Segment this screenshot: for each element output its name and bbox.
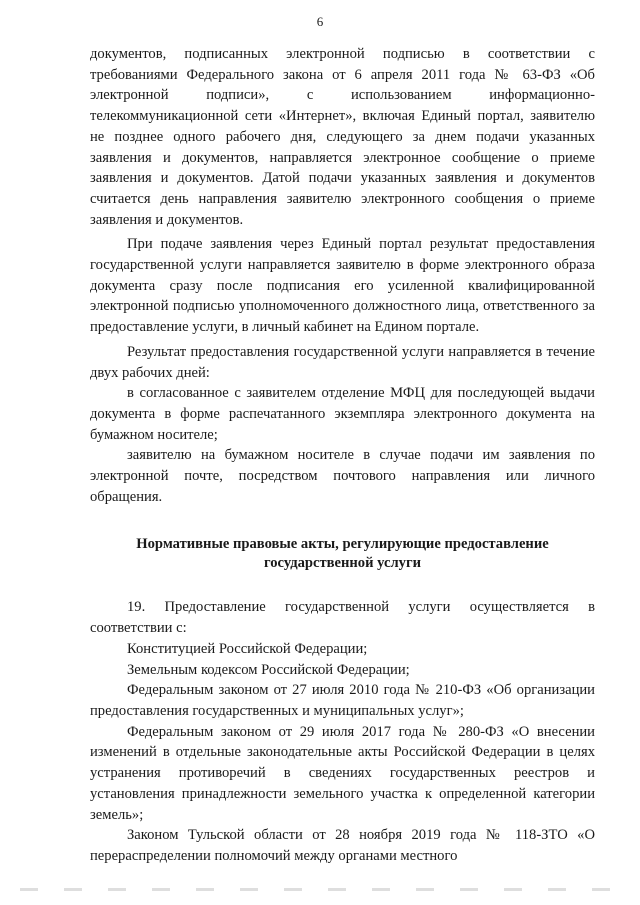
scan-artifact [20,888,620,891]
section-heading [90,535,595,573]
list-item-law-280: Федеральным законом от 29 июля 2017 года № 280-ФЗ «О внесении изменений в отдельные законодательные акты Российской Федерации в целях устранения противоречий в сведениях государственных реестров и установления принадлежности земельного участка к определенной категории земель»; [90,723,595,823]
paragraph-electronic-submission: документов, подписанных электронной подписью в соответствии с требованиями Федерального закона от 6 апреля 2011 года № 63-ФЗ «Об электронной подписи», с использованием информационно-телекоммуникационной сети «Интернет», включая Единый портал, заявителю не позднее одного рабочего дня, следующего за днем подачи указанных заявления и документов, направляется электронное сообщение о приеме заявления и документов. Датой подачи указанных заявления и документов считается день направления заявителю электронного сообщения о приеме заявления и документов. [90,46,595,228]
page-number: 6 [316,14,324,29]
list-item-law-210: Федеральным законом от 27 июля 2010 года № 210-ФЗ «Об организации предоставления государственных и муниципальных услуг»; [90,682,595,719]
document-body [90,44,595,867]
list-item-tula-law-118: Законом Тульской области от 28 ноября 2019 года № 118-ЗТО «О перераспределении полномочий между органами местного [90,827,595,864]
paragraph-mfc-delivery: в согласованное с заявителем отделение МФЦ для последующей выдачи документа в форме распечатанного экземпляра электронного документа на бумажном носителе; [90,385,595,443]
section-heading-line-1: Нормативные правовые акты, регулирующие предоставление [136,536,549,553]
section-heading-line-2: государственной услуги [263,555,422,572]
paragraph-result-delivery: Результат предоставления государственной услуги направляется в течение двух рабочих дней: [90,343,595,381]
paragraph-portal-result: При подаче заявления через Единый портал результат предоставления государственной услуги направляется заявителю в форме электронного образа документа сразу после подписания его усиленной квалифицированной электронной подписью уполномоченного должностного лица, ответственного за предоставление услуги, в личный кабинет на Едином портале. [90,236,595,336]
list-item-constitution: Конституцией Российской Федерации; [127,640,368,657]
list-item-land-code: Земельным кодексом Российской Федерации; [127,661,410,678]
paragraph-item-19: 19. Предоставление государственной услуги осуществляется в соответствии с: [90,599,595,637]
paragraph-paper-delivery: заявителю на бумажном носителе в случае подачи им заявления по электронной почте, посредством почтового направления или личного обращения. [90,447,595,505]
